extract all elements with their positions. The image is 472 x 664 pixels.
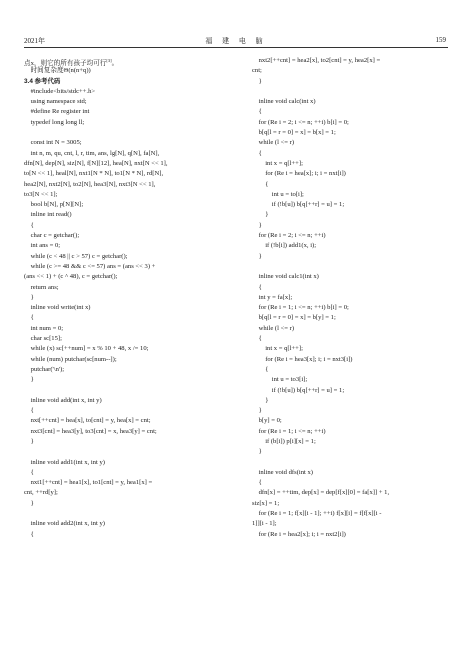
code-line: } [24, 293, 34, 301]
left-column [24, 56, 222, 540]
code-line: } [252, 211, 269, 219]
code-line: { [24, 468, 34, 476]
complexity-line: 时间复杂度Θ(n(n+q)) [30, 67, 91, 75]
code-line: char c = getchar(); [24, 232, 80, 240]
code-line: inline void add2(int x, int y) [24, 520, 105, 528]
code-line: siz[x] = 1; [252, 499, 280, 507]
code-line: while (c < 48 || c > 57) c = getchar(); [24, 252, 128, 260]
code-line: for (Re i = 1; f[x][i - 1]; ++i) f[x][i] = f[f[x][i - [252, 510, 382, 518]
code-listing-right [252, 56, 448, 540]
code-line: while (c >= 48 && c <= 57) ans = (ans << 3) + [24, 262, 156, 270]
code-line: { [252, 108, 262, 116]
header-rule [24, 47, 448, 48]
code-line: { [24, 314, 34, 322]
code-line: { [252, 335, 262, 343]
running-header-year: 2021年 [24, 37, 45, 45]
code-line: } [252, 77, 262, 85]
code-line: nxt1[++cnt] = hea1[x], to1[cnt] = y, hea1[x] = [24, 479, 153, 487]
code-line: return ans; [24, 283, 59, 291]
citation-ref: [3] [106, 58, 112, 63]
intro-text-end: 。 [111, 60, 119, 68]
code-line: bool b[N], p[N][N]; [24, 201, 84, 209]
code-line: } [252, 407, 262, 415]
code-line: int n, m, qu, cnt, l, r, tim, ans, lg[N], q[N], fa[N], [24, 149, 160, 157]
code-line: inline void write(int x) [24, 304, 91, 312]
code-line: } [252, 221, 262, 229]
code-line: while (l <= r) [252, 139, 295, 147]
running-header-journal: 福 建 电 脑 [205, 37, 267, 45]
code-line: for (Re i = hea[x]; i; i = nxt[i]) [252, 170, 346, 178]
code-line [24, 128, 222, 138]
code-line: while (x) sc[++num] = x % 10 + 48, x /= 10; [24, 345, 149, 353]
code-line: for (Re i = hea3[x]; i; i = nxt3[i]) [252, 355, 353, 363]
code-line: for (Re i = 2; i <= n; ++i) b[i] = 0; [252, 118, 349, 126]
code-line: int u = to3[i]; [252, 376, 308, 384]
code-line: dfn[x] = ++tim, dep[x] = dep[f[x][0] = fa[x]] + 1, [252, 489, 390, 497]
code-line: inline void calc1(int x) [252, 273, 319, 281]
code-line: { [252, 365, 269, 373]
code-line: for (Re i = 2; i <= n; ++i) [252, 232, 326, 240]
code-line: cnt, ++rd[y]; [24, 489, 58, 497]
code-line: { [252, 180, 269, 188]
code-line: if (!b[u]) b[q[++r] = u] = 1; [252, 201, 345, 209]
code-line: } [252, 252, 262, 260]
code-line: for (Re i = 1; i <= n; ++i) [252, 427, 326, 435]
code-line: if (!b[i]) add1(x, i); [252, 242, 317, 250]
code-line: { [252, 149, 262, 157]
code-line: int u = to[i]; [252, 190, 304, 198]
code-line [252, 262, 448, 272]
code-line: while (l <= r) [252, 324, 295, 332]
code-line: dfn[N], dep[N], siz[N], f[N][12], hea[N], nxt[N << 1], [24, 159, 168, 167]
code-line: } [24, 437, 34, 445]
code-line: nxt3[cnt] = hea3[y], to3[cnt] = x, hea3[y] = cnt; [24, 427, 157, 435]
code-line: { [252, 283, 262, 291]
code-line: { [252, 479, 262, 487]
code-line: nxt[++cnt] = hea[x], to[cnt] = y, hea[x] = cnt; [24, 417, 151, 425]
code-line: int x = q[l++]; [252, 345, 303, 353]
code-line: #define Re register int [24, 108, 90, 116]
page-number: 159 [435, 36, 446, 44]
code-line: inline void add(int x, int y) [24, 396, 102, 404]
code-line: to[N << 1], heal[N], nxt1[N * N], to1[N * N], rd[N], [24, 170, 164, 178]
code-line: } [24, 376, 34, 384]
code-line: inline void dfs(int x) [252, 468, 313, 476]
code-line: 1]][i - 1]; [252, 520, 277, 528]
code-line [252, 87, 448, 97]
code-line: if (!b[u]) b[q[++r] = u] = 1; [252, 386, 345, 394]
section-heading: 3.4 参考代码 [24, 77, 61, 85]
code-line: { [24, 407, 34, 415]
code-line: cnt; [252, 67, 262, 75]
code-line: int num = 0; [24, 324, 64, 332]
code-line: inline void add1(int x, int y) [24, 458, 105, 466]
code-line: inline int read() [24, 211, 72, 219]
code-listing-left [24, 87, 222, 540]
code-line: int y = fa[x]; [252, 293, 293, 301]
right-column [252, 56, 448, 540]
code-line: putchar('\n'); [24, 365, 65, 373]
code-line: char sc[15]; [24, 335, 62, 343]
code-line: using namespace std; [24, 98, 87, 106]
code-line: inline void calc(int x) [252, 98, 316, 106]
code-line [24, 509, 222, 519]
code-line: if (b[i]) p[i][x] = 1; [252, 437, 316, 445]
code-line: (ans << 1) + (c ^ 48), c = getchar(); [24, 273, 118, 281]
code-line: } [252, 448, 262, 456]
code-line: typedef long long ll; [24, 118, 85, 126]
code-line: } [24, 499, 34, 507]
code-line: const int N = 3005; [24, 139, 82, 147]
code-line: hea2[N], nxt2[N], to2[N], hea3[N], nxt3[N << 1], [24, 180, 156, 188]
code-line: for (Re i = hea2[x]; i; i = nxt2[i]) [252, 530, 346, 538]
code-line: b[y] = 0; [252, 417, 282, 425]
code-line [24, 447, 222, 457]
code-line [252, 458, 448, 468]
code-line: { [24, 530, 34, 538]
code-line: while (num) putchar(sc[num--]); [24, 355, 117, 363]
code-line: b[q[l = r = 0] = x] = b[x] = 1; [252, 129, 336, 137]
code-line: #include<bits/stdc++.h> [24, 87, 96, 95]
intro-paragraph [24, 56, 222, 66]
code-line: b[q[l = r = 0] = x] = b[y] = 1; [252, 314, 336, 322]
code-line: } [252, 396, 269, 404]
code-line: int x = q[l++]; [252, 159, 303, 167]
intro-text: 点x，则它的所有孩子均可行 [24, 60, 107, 68]
code-line: { [24, 221, 34, 229]
code-line [24, 386, 222, 396]
code-line: for (Re i = 1; i <= n; ++i) b[i] = 0; [252, 304, 349, 312]
code-line: to3[N << 1]; [24, 190, 58, 198]
code-line: int ans = 0; [24, 242, 61, 250]
code-line: nxt2[++cnt] = hea2[x], to2[cnt] = y, hea2[x] = [252, 57, 381, 64]
